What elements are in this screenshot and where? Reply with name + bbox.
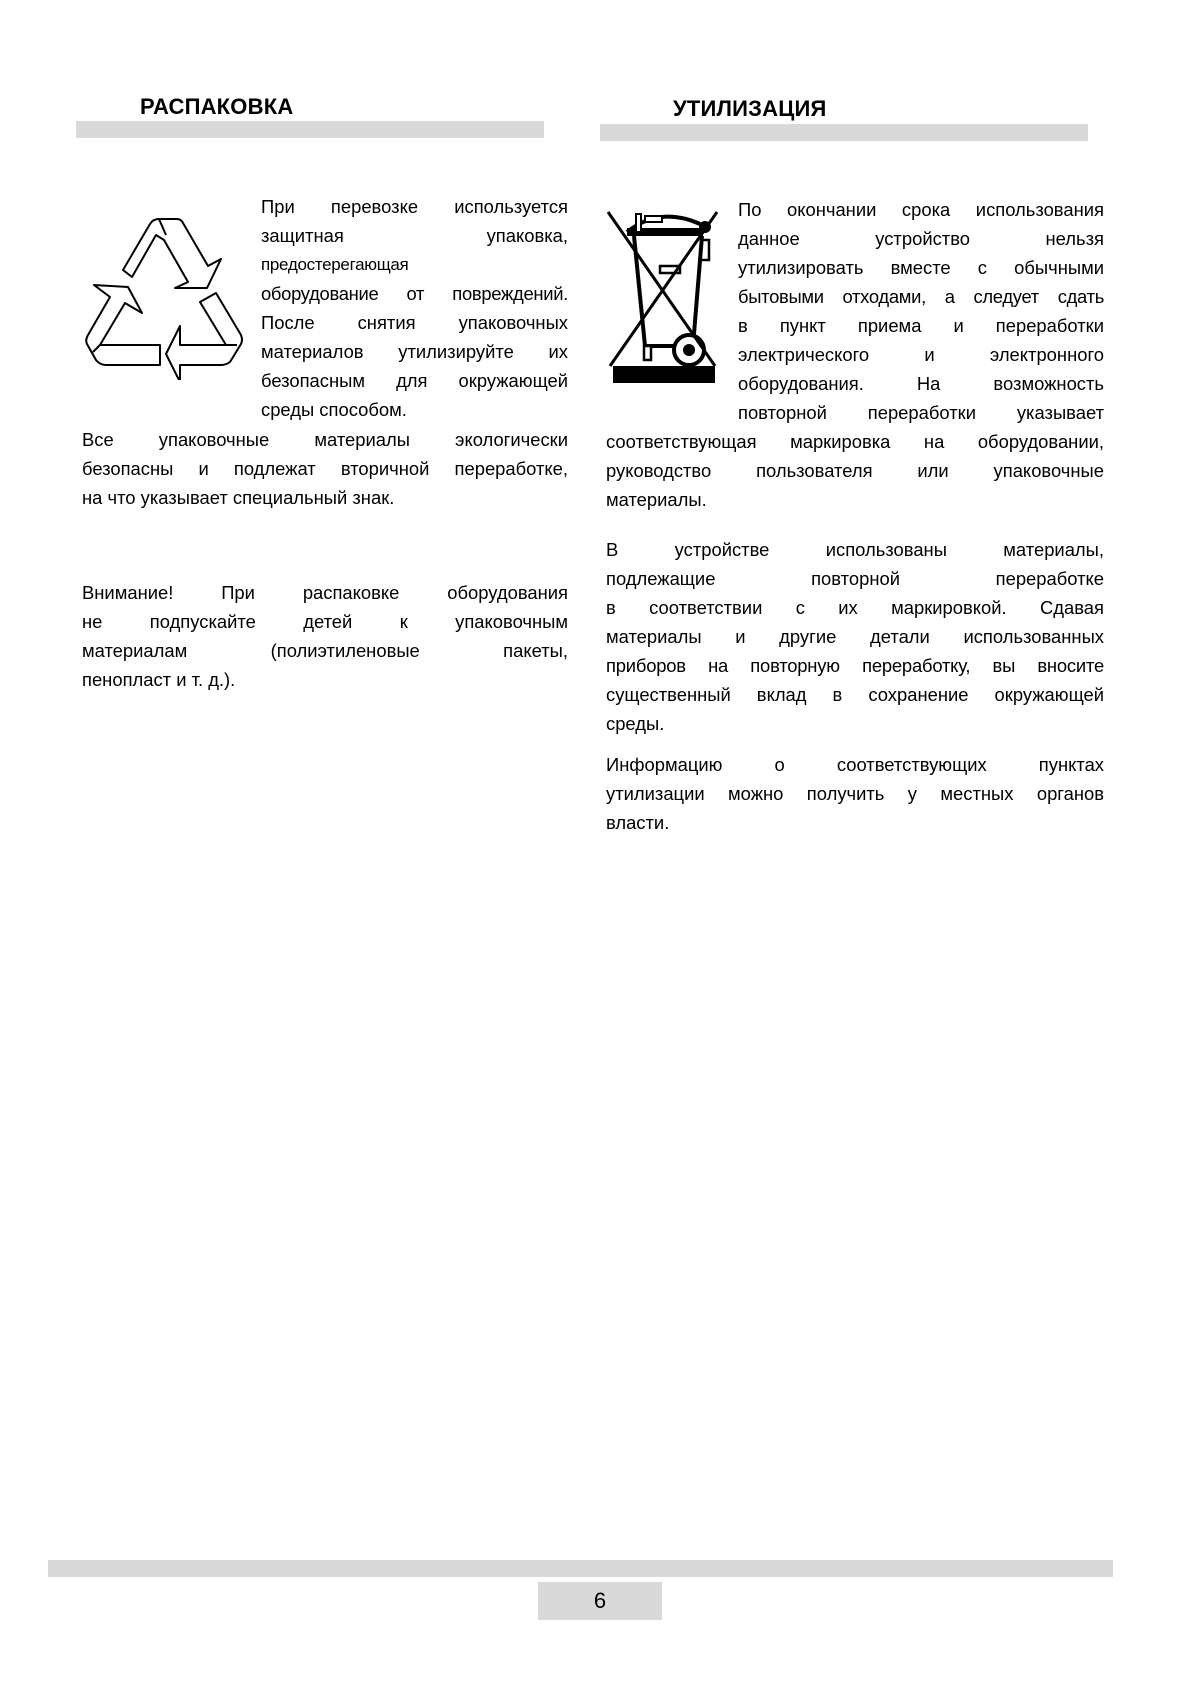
disposal-intro-text: По окончании срока использования данное устройство нельзя утилизировать вместе с обычными бытовыми отходами, а следует сдать в пункт приема и переработки электрического и электронного оборудования. На возможность повторной переработки указывает bbox=[738, 199, 1104, 423]
crossed-out-wheelie-bin-icon bbox=[605, 208, 720, 383]
child-safety-warning-text: Внимание! При распаковке оборудования не подпускайте детей к упаковочным материалам (полиэтиленовые пакеты, пенопласт и т. д.). bbox=[82, 582, 568, 690]
recyclable-materials-text: В устройстве использованы материалы, подлежащие повторной переработке в соответствии с их маркировкой. Сдавая материалы и другие детали использованных приборов на повторную переработку, вы вносите существенный вклад в сохранение окружающей среды. bbox=[606, 539, 1104, 734]
recycle-icon bbox=[80, 210, 245, 380]
footer-bar bbox=[48, 1560, 1113, 1577]
unpacking-intro-text: При перевозке используется защитная упаковка, предостерегающая оборудование от повреждений. После снятия упаковочных материалов утилизируйте их безопасным для окружающей среды способом. bbox=[261, 196, 568, 420]
heading-underline-bar bbox=[600, 124, 1088, 141]
section-title-disposal: УТИЛИЗАЦИЯ bbox=[673, 96, 827, 121]
page-number: 6 bbox=[538, 1582, 662, 1620]
heading-underline-bar bbox=[76, 121, 544, 138]
section-title-unpacking: РАСПАКОВКА bbox=[140, 94, 294, 119]
collection-points-info-text: Информацию о соответствующих пунктах утилизации можно получить у местных органов власти. bbox=[606, 754, 1104, 833]
packaging-recyclable-text: Все упаковочные материалы экологически безопасны и подлежат вторичной переработке, на что указывает специальный знак. bbox=[82, 429, 568, 508]
disposal-intro-continued-text: соответствующая маркировка на оборудовании, руководство пользователя или упаковочные материалы. bbox=[606, 431, 1104, 510]
